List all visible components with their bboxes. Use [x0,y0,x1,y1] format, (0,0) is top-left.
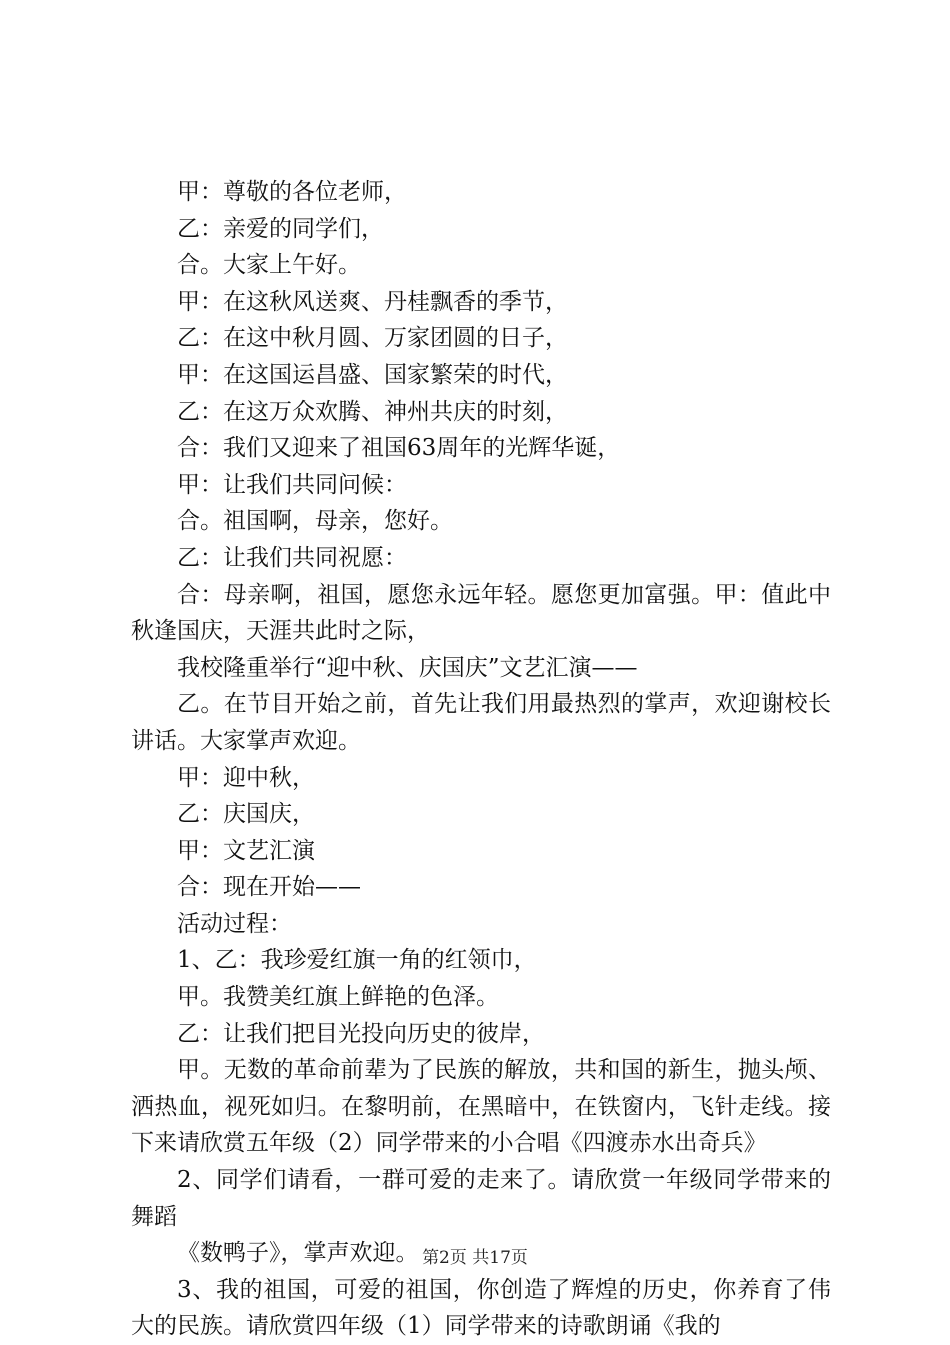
paragraph: 甲：尊敬的各位老师， [177,179,407,205]
paragraph: 甲：让我们共同问候： [177,471,407,498]
paragraph: 乙：庆国庆， [177,801,315,828]
page-number-footer: 第2页 共17页 [422,1248,528,1268]
paragraph: 乙：让我们把目光投向历史的彼岸， [177,1020,545,1047]
document-body [131,174,831,1345]
paragraph: 《数鸭子》，掌声欢迎。 [177,1240,419,1267]
paragraph: 甲：文艺汇演 [177,837,315,864]
paragraph: 活动过程： [177,910,292,937]
paragraph: 甲。我赞美红旗上鲜艳的色泽。 [177,984,499,1011]
paragraph: 合：母亲啊，祖国，愿您永远年轻。愿您更加富强。甲：值此中秋逢国庆，天涯共此时之际， [131,581,831,645]
paragraph: 我校隆重举行“迎中秋、庆国庆”文艺汇演—— [177,654,638,681]
paragraph: 合：现在开始—— [177,874,361,901]
paragraph: 甲。无数的革命前辈为了民族的解放，共和国的新生，抛头颅、洒热血，视死如归。在黎明前，在黑暗中，在铁窗内，飞针走线。接下来请欣赏五年级（2）同学带来的小合唱《四渡赤水出奇兵》 [131,1057,831,1157]
paragraph: 甲：在这国运昌盛、国家繁荣的时代， [177,361,568,388]
paragraph: 乙：亲爱的同学们， [177,215,384,242]
paragraph: 乙：在这万众欢腾、神州共庆的时刻， [177,398,568,425]
paragraph: 乙：让我们共同祝愿： [177,544,407,571]
paragraph: 合。祖国啊，母亲，您好。 [177,508,453,535]
paragraph: 合：我们又迎来了祖国63周年的光辉华诞， [177,435,621,462]
paragraph: 合。大家上午好。 [177,252,361,279]
paragraph: 3、我的祖国，可爱的祖国，你创造了辉煌的历史，你养育了伟大的民族。请欣赏四年级（1）同学带来的诗歌朗诵《我的 [131,1276,831,1340]
paragraph: 甲：在这秋风送爽、丹桂飘香的季节， [177,288,568,315]
paragraph: 乙：在这中秋月圆、万家团圆的日子， [177,325,568,352]
paragraph: 甲：迎中秋， [177,764,315,791]
paragraph: 1、乙：我珍爱红旗一角的红领巾， [177,947,537,974]
paragraph: 2、同学们请看，一群可爱的走来了。请欣赏一年级同学带来的舞蹈 [131,1167,831,1230]
paragraph: 乙。在节目开始之前，首先让我们用最热烈的掌声，欢迎谢校长讲话。大家掌声欢迎。 [131,691,831,754]
